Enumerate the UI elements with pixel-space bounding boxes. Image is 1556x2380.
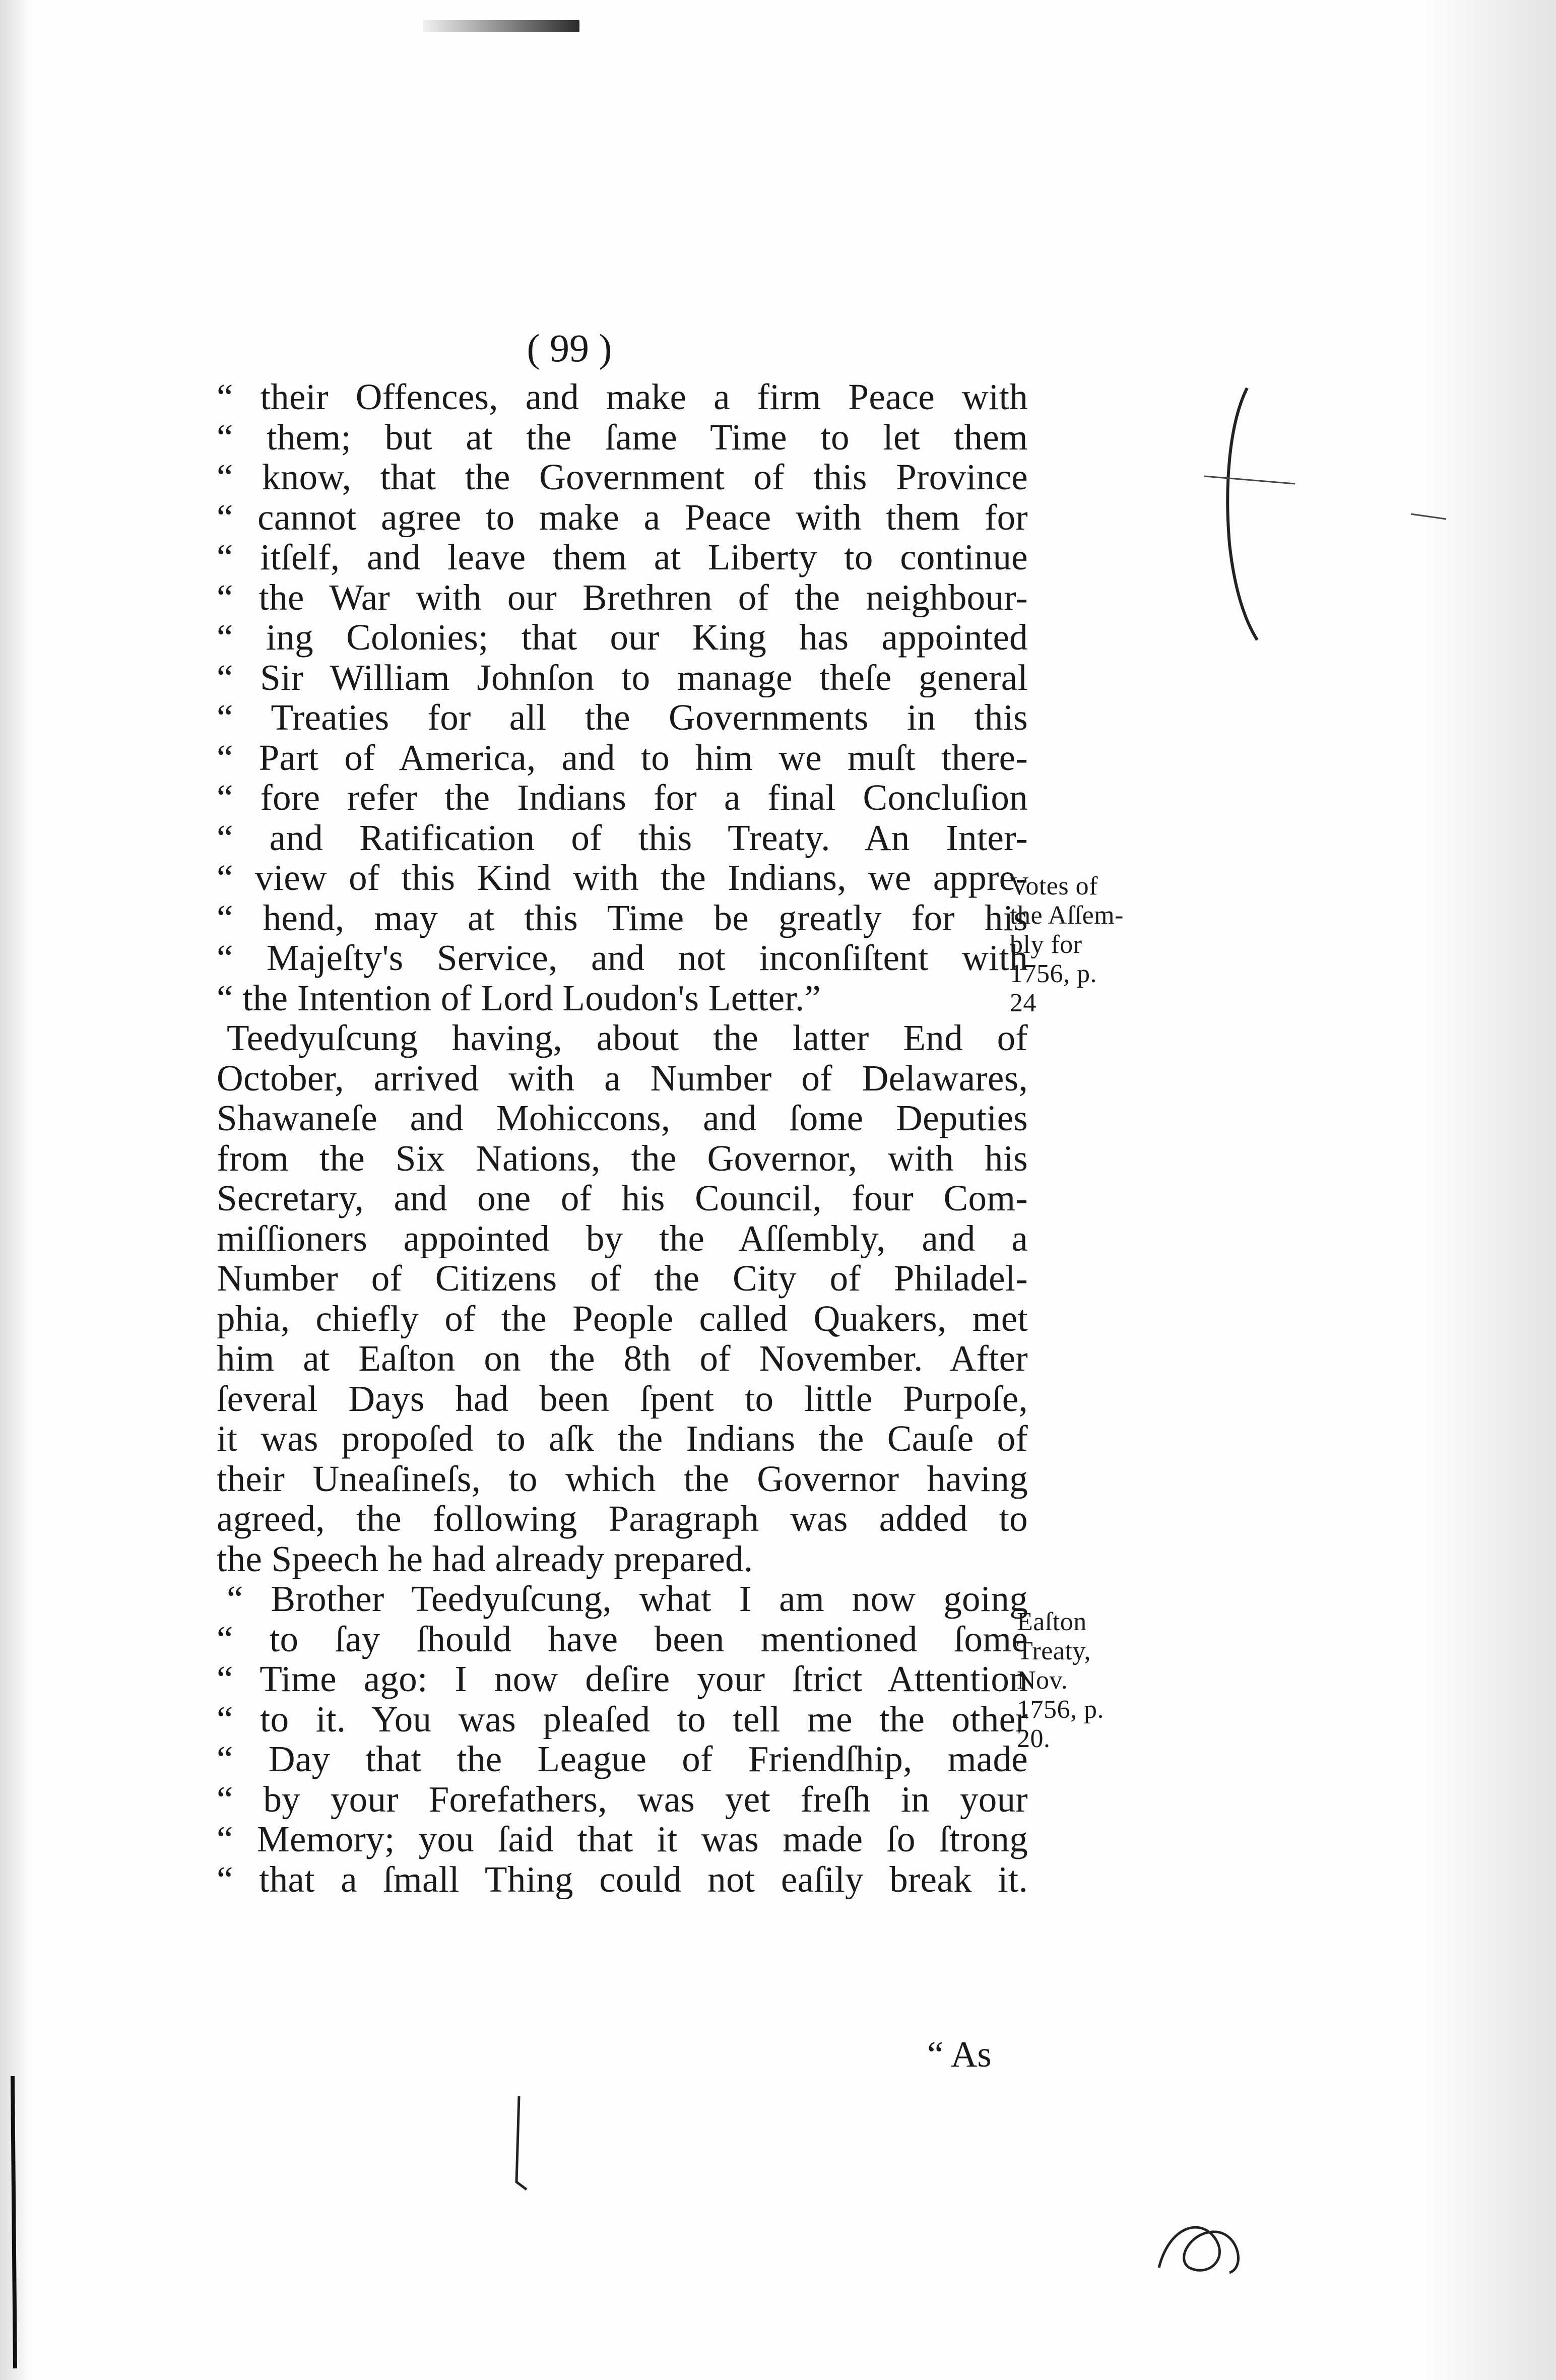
text-line: “ Treaties for all the Governments in this: [217, 697, 1028, 738]
margin-note-line: 1756, p.: [1010, 959, 1097, 988]
text-line: “ know, that the Government of this Province: [217, 457, 1028, 497]
text-line: “ that a ſmall Thing could not eaſily break it.: [217, 1859, 1028, 1899]
text-line: “ hend, may at this Time be greatly for his: [217, 897, 1028, 938]
margin-note-line: Votes of: [1010, 872, 1098, 900]
margin-note-line: 20.: [1017, 1724, 1051, 1753]
text-line: Teedyuſcung having, about the latter End of: [227, 1018, 1028, 1058]
text-line: “ the Intention of Lord Loudon's Letter.”: [217, 978, 821, 1018]
margin-note-line: Nov.: [1017, 1666, 1068, 1695]
text-line: “ and Ratification of this Treaty. An Inter-: [217, 817, 1028, 858]
text-line: October, arrived with a Number of Delawares,: [217, 1058, 1028, 1098]
text-line: “ Memory; you ſaid that it was made ſo ſtrong: [217, 1819, 1028, 1859]
pen-mark-right-stroke: [1411, 514, 1446, 519]
text-line: “ to it. You was pleaſed to tell me the other: [217, 1699, 1028, 1739]
text-line: Secretary, and one of his Council, four Com-: [217, 1178, 1028, 1218]
page-number: ( 99 ): [527, 326, 612, 370]
text-line: their Uneaſineſs, to which the Governor having: [217, 1458, 1028, 1499]
pen-mark-left-rule: [13, 2076, 15, 2368]
margin-note-line: the Aſſem-: [1010, 901, 1124, 930]
text-line: phia, chiefly of the People called Quakers, met: [217, 1298, 1028, 1338]
text-line: “ Time ago: I now deſire your ſtrict Attention: [217, 1659, 1028, 1699]
text-line: “ ing Colonies; that our King has appointed: [217, 617, 1028, 658]
text-line: “ to ſay ſhould have been mentioned ſome: [217, 1619, 1028, 1659]
text-line: “ fore refer the Indians for a final Concluſion: [217, 778, 1028, 818]
text-line: “ by your Forefathers, was yet freſh in your: [217, 1779, 1028, 1819]
text-line: it was propoſed to aſk the Indians the Cauſe of: [217, 1419, 1028, 1459]
margin-note-line: 24: [1010, 989, 1036, 1017]
text-line: “ Brother Teedyuſcung, what I am now going: [227, 1579, 1028, 1619]
pen-mark-dash: [1204, 476, 1295, 484]
text-line: “ them; but at the ſame Time to let them: [217, 417, 1028, 457]
margin-note-easton: [1017, 1607, 1104, 1754]
catchword: “ As: [927, 2034, 992, 2075]
text-line: ſeveral Days had been ſpent to little Purpoſe,: [217, 1378, 1028, 1419]
text-line: him at Eaſton on the 8th of November. After: [217, 1338, 1028, 1379]
pen-mark-bottom-line: [516, 2096, 527, 2190]
text-line: from the Six Nations, the Governor, with his: [217, 1138, 1028, 1178]
text-line: “ cannot agree to make a Peace with them for: [217, 497, 1028, 537]
text-line: “ Sir William Johnſon to manage theſe general: [217, 657, 1028, 697]
margin-note-line: Eaſton: [1017, 1607, 1087, 1636]
pen-mark-flourish: [1159, 2227, 1238, 2273]
text-line: Shawaneſe and Mohiccons, and ſome Deputies: [217, 1098, 1028, 1138]
pen-mark-bracket: [1227, 388, 1257, 640]
text-line: “ view of this Kind with the Indians, we appre-: [217, 858, 1028, 898]
text-line: Number of Citizens of the City of Philadel-: [217, 1258, 1028, 1299]
text-line: “ their Offences, and make a firm Peace with: [217, 377, 1028, 417]
text-line: “ Day that the League of Friendſhip, made: [217, 1739, 1028, 1779]
text-line: “ itſelf, and leave them at Liberty to continue: [217, 537, 1028, 577]
text-line: the Speech he had already prepared.: [217, 1538, 753, 1579]
text-line: “ Majeſty's Service, and not inconſiſtent with: [217, 938, 1028, 978]
text-line: agreed, the following Paragraph was added to: [217, 1499, 1028, 1539]
text-line: “ the War with our Brethren of the neighbour-: [217, 577, 1028, 617]
body-text: [217, 377, 1028, 1899]
text-line: “ Part of America, and to him we muſt there-: [217, 737, 1028, 778]
margin-note-line: bly for: [1010, 930, 1082, 959]
margin-note-votes: [1010, 872, 1124, 1018]
margin-note-line: Treaty,: [1017, 1637, 1091, 1665]
text-line: miſſioners appointed by the Aſſembly, and a: [217, 1218, 1028, 1258]
margin-note-line: 1756, p.: [1017, 1695, 1104, 1724]
